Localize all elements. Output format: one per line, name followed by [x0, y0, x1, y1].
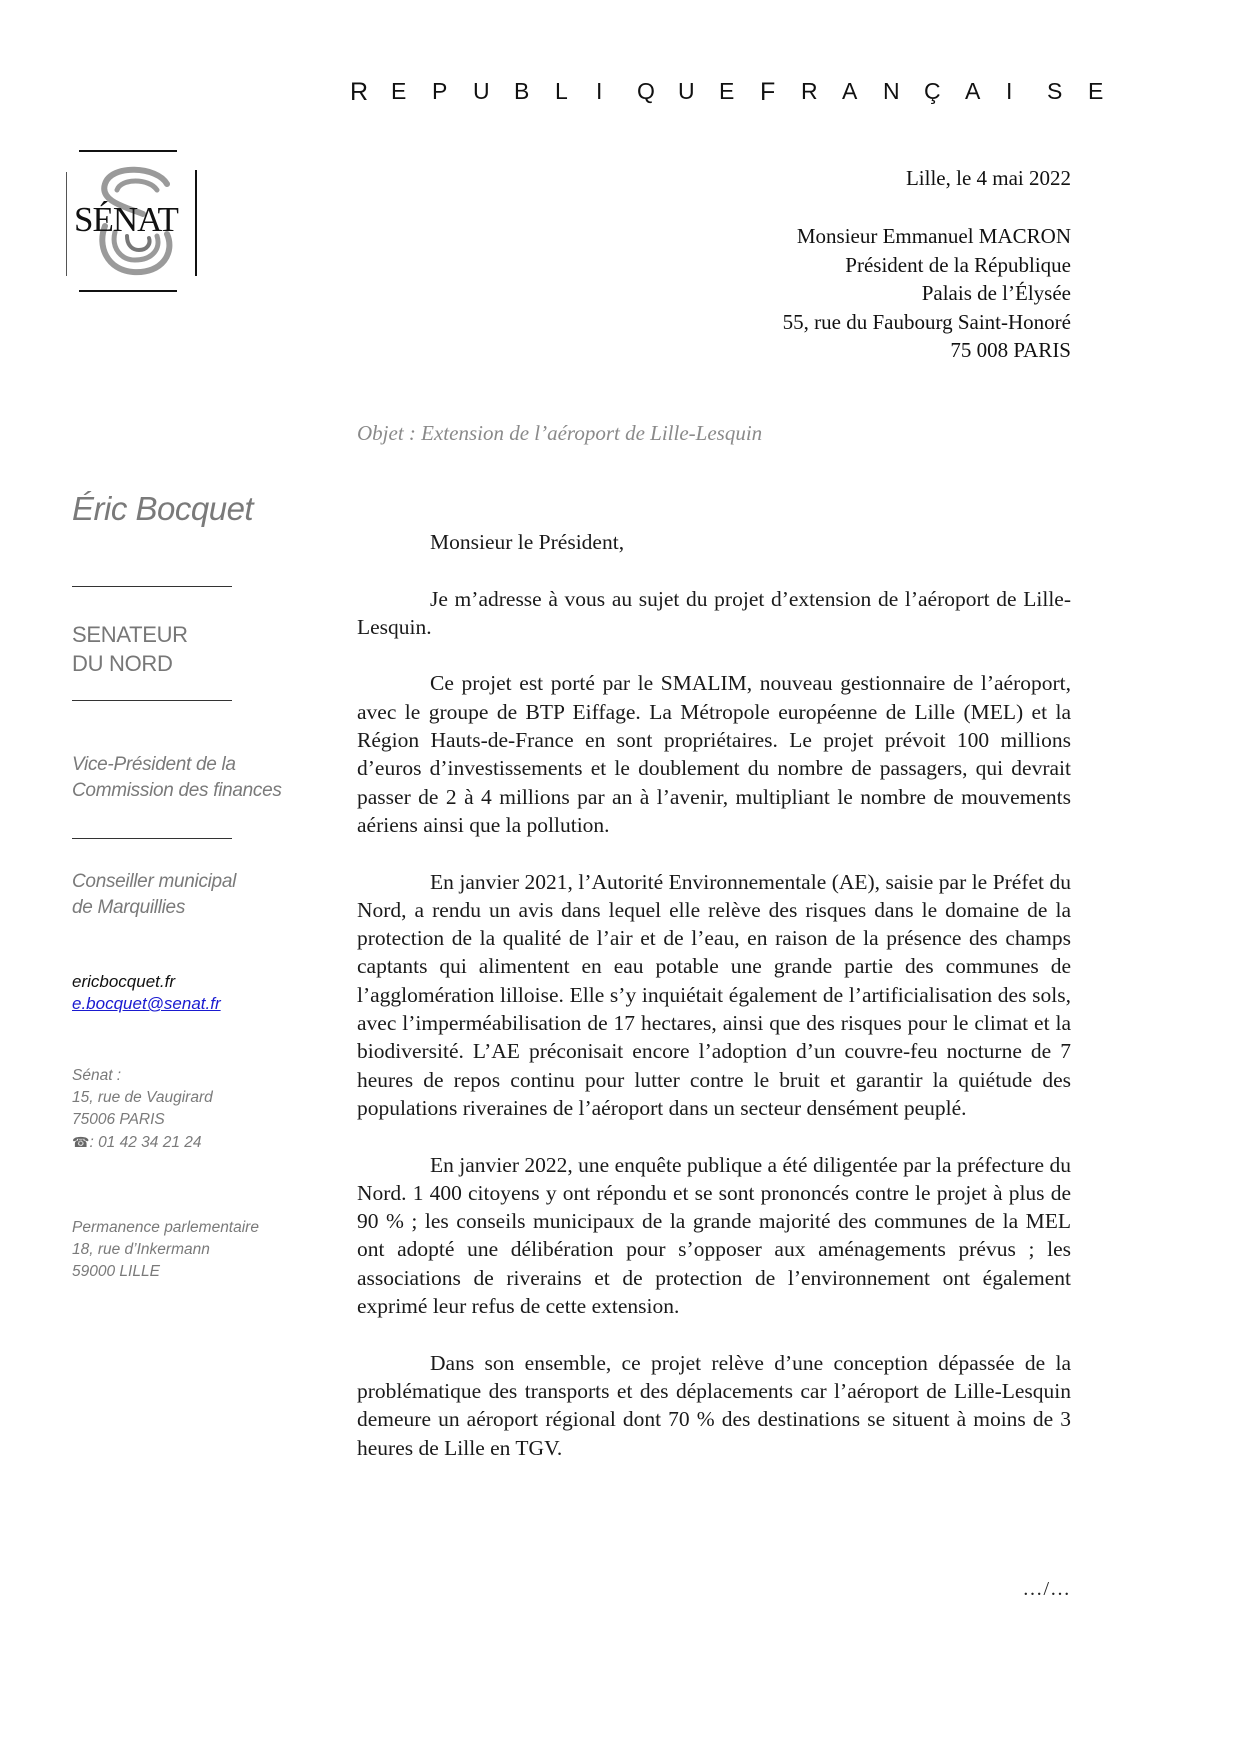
recipient-line: 55, rue du Faubourg Saint-Honoré	[782, 309, 1071, 334]
sidebar-divider	[72, 838, 232, 839]
letterhead-letter: U	[678, 78, 695, 104]
senat-logo	[65, 148, 197, 294]
recipient-address	[783, 222, 1071, 365]
date-line: Lille, le 4 mai 2022	[905, 166, 1071, 190]
letterhead-letter: N	[883, 78, 900, 104]
logo-bottom-rule	[79, 290, 177, 292]
sender-title-line: DU NORD	[72, 651, 173, 676]
address-phone-row	[72, 1131, 213, 1154]
sender-role-line: de Marquillies	[72, 897, 186, 918]
body-paragraph: Dans son ensemble, ce projet relève d’une conception dépassée de la problématique des transports et des déplacements car l’aéroport de Lille-Lesquin demeure un aéroport régional dont 70 % des destinations se situent à moins de 3 heures de Lille en TGV.	[357, 1350, 1071, 1460]
recipient-line: 75 008 PARIS	[950, 338, 1071, 362]
address-phone: : 01 42 34 21 24	[89, 1134, 202, 1151]
telephone-icon: ☎	[72, 1134, 90, 1150]
sender-email-link[interactable]: e.bocquet@senat.fr	[72, 994, 221, 1013]
letterhead-letter: Q	[637, 78, 655, 104]
sender-role-line: Vice-Président de la	[72, 754, 236, 775]
letterhead-letter: R	[350, 78, 369, 106]
letterhead-letter: I	[1006, 78, 1013, 104]
logo-left-rule	[66, 172, 67, 276]
salutation: Monsieur le Président,	[430, 530, 625, 554]
letterhead-letter: B	[514, 78, 530, 104]
letter-body	[357, 528, 1071, 1490]
recipient-line: Président de la République	[845, 252, 1071, 277]
recipient-line: Palais de l’Élysée	[921, 281, 1071, 305]
letterhead-letter: A	[842, 78, 858, 104]
letterhead-letter: L	[555, 78, 568, 104]
address-street: 15, rue de Vaugirard	[72, 1089, 213, 1106]
address-city: 75006 PARIS	[72, 1111, 165, 1128]
address-label: Permanence parlementaire	[72, 1219, 259, 1236]
letterhead-word-republique	[350, 78, 760, 107]
body-paragraph: En janvier 2022, une enquête publique a été diligentée par la préfecture du Nord. 1 400 citoyens y ont répondu et se sont prononcés contre le projet à plus de 90 % ; les conseils municipaux de la grande majorité des communes de la MEL ont adopté une délibération pour s’opposer aux aménagements prévus ; les associations de riverains et de protection de l’environnement ont également exprimé leur refus de cette extension.	[357, 1152, 1071, 1319]
logo-text: SÉNAT	[74, 200, 178, 239]
sender-title-line: SENATEUR	[72, 622, 188, 647]
sender-role-municipal	[72, 869, 236, 921]
permanence-address	[72, 1217, 259, 1283]
sender-role-line: Commission des finances	[72, 780, 282, 801]
sender-role-finances	[72, 752, 282, 804]
letterhead-letter: R	[801, 78, 818, 104]
address-label: Sénat :	[72, 1067, 122, 1084]
letterhead-letter: Ç	[924, 78, 941, 104]
sidebar-divider	[72, 586, 232, 587]
letterhead-letter: E	[391, 78, 407, 104]
address-street: 18, rue d’Inkermann	[72, 1241, 210, 1258]
letterhead-letter: S	[1047, 78, 1063, 104]
address-city: 59000 LILLE	[72, 1263, 160, 1280]
letter-subject: Objet : Extension de l’aéroport de Lille-Lesquin	[357, 421, 763, 445]
sender-website-link[interactable]: ericbocquet.fr	[72, 972, 175, 991]
letterhead-letter: E	[719, 78, 735, 104]
body-paragraph: En janvier 2021, l’Autorité Environnementale (AE), saisie par le Préfet du Nord, a rendu un avis dans lequel elle relève des risques dans le domaine de la protection de la qualité de l’air et de l’eau, en raison de la présence des champs captants qui alimentent en eau potable une grande partie des communes de l’agglomération lilloise. Elle s’y inquiétait également de l’artificialisation des sols, avec l’imperméabilisation de 17 hectares, ainsi que des risques pour le climat et la biodiversité. L’AE préconisait encore l’adoption d’un couvre-feu nocturne de 7 heures de repos continu pour lutter contre le bruit et garantir la quiétude des populations riveraines de l’aéroport dans un secteur densément peuplé.	[357, 869, 1071, 1120]
letterhead-word-francaise	[760, 78, 1129, 107]
letterhead-letter: A	[965, 78, 981, 104]
sender-name: Éric Bocquet	[72, 490, 254, 527]
letterhead-letter: U	[473, 78, 490, 104]
sender-title	[72, 620, 188, 678]
letterhead-letter: I	[596, 78, 603, 104]
body-paragraph: Ce projet est porté par le SMALIM, nouveau gestionnaire de l’aéroport, avec le groupe de BTP Eiffage. La Métropole européenne de Lille (MEL) et la Région Hauts-de-France en sont propriétaires. Le projet prévoit 100 millions d’euros d’investissements et le doublement du nombre de passagers, qui devrait passer de 2 à 4 millions par an à l’avenir, multipliant le nombre de mouvements aériens ainsi que la pollution.	[357, 671, 1071, 837]
body-paragraph: Je m’adresse à vous au sujet du projet d’extension de l’aéroport de Lille-Lesquin.	[357, 586, 1071, 639]
logo-right-rule	[195, 170, 197, 276]
sender-role-line: Conseiller municipal	[72, 871, 237, 892]
page-continuation-mark: …/…	[1022, 1578, 1071, 1600]
letterhead-title	[350, 78, 1104, 107]
letterhead-letter: F	[760, 78, 776, 106]
logo-top-rule	[79, 150, 177, 152]
sidebar-divider	[72, 700, 232, 701]
senat-address	[72, 1065, 213, 1154]
letterhead-letter: P	[432, 78, 448, 104]
recipient-line: Monsieur Emmanuel MACRON	[796, 224, 1071, 248]
letterhead-letter: E	[1088, 78, 1104, 104]
